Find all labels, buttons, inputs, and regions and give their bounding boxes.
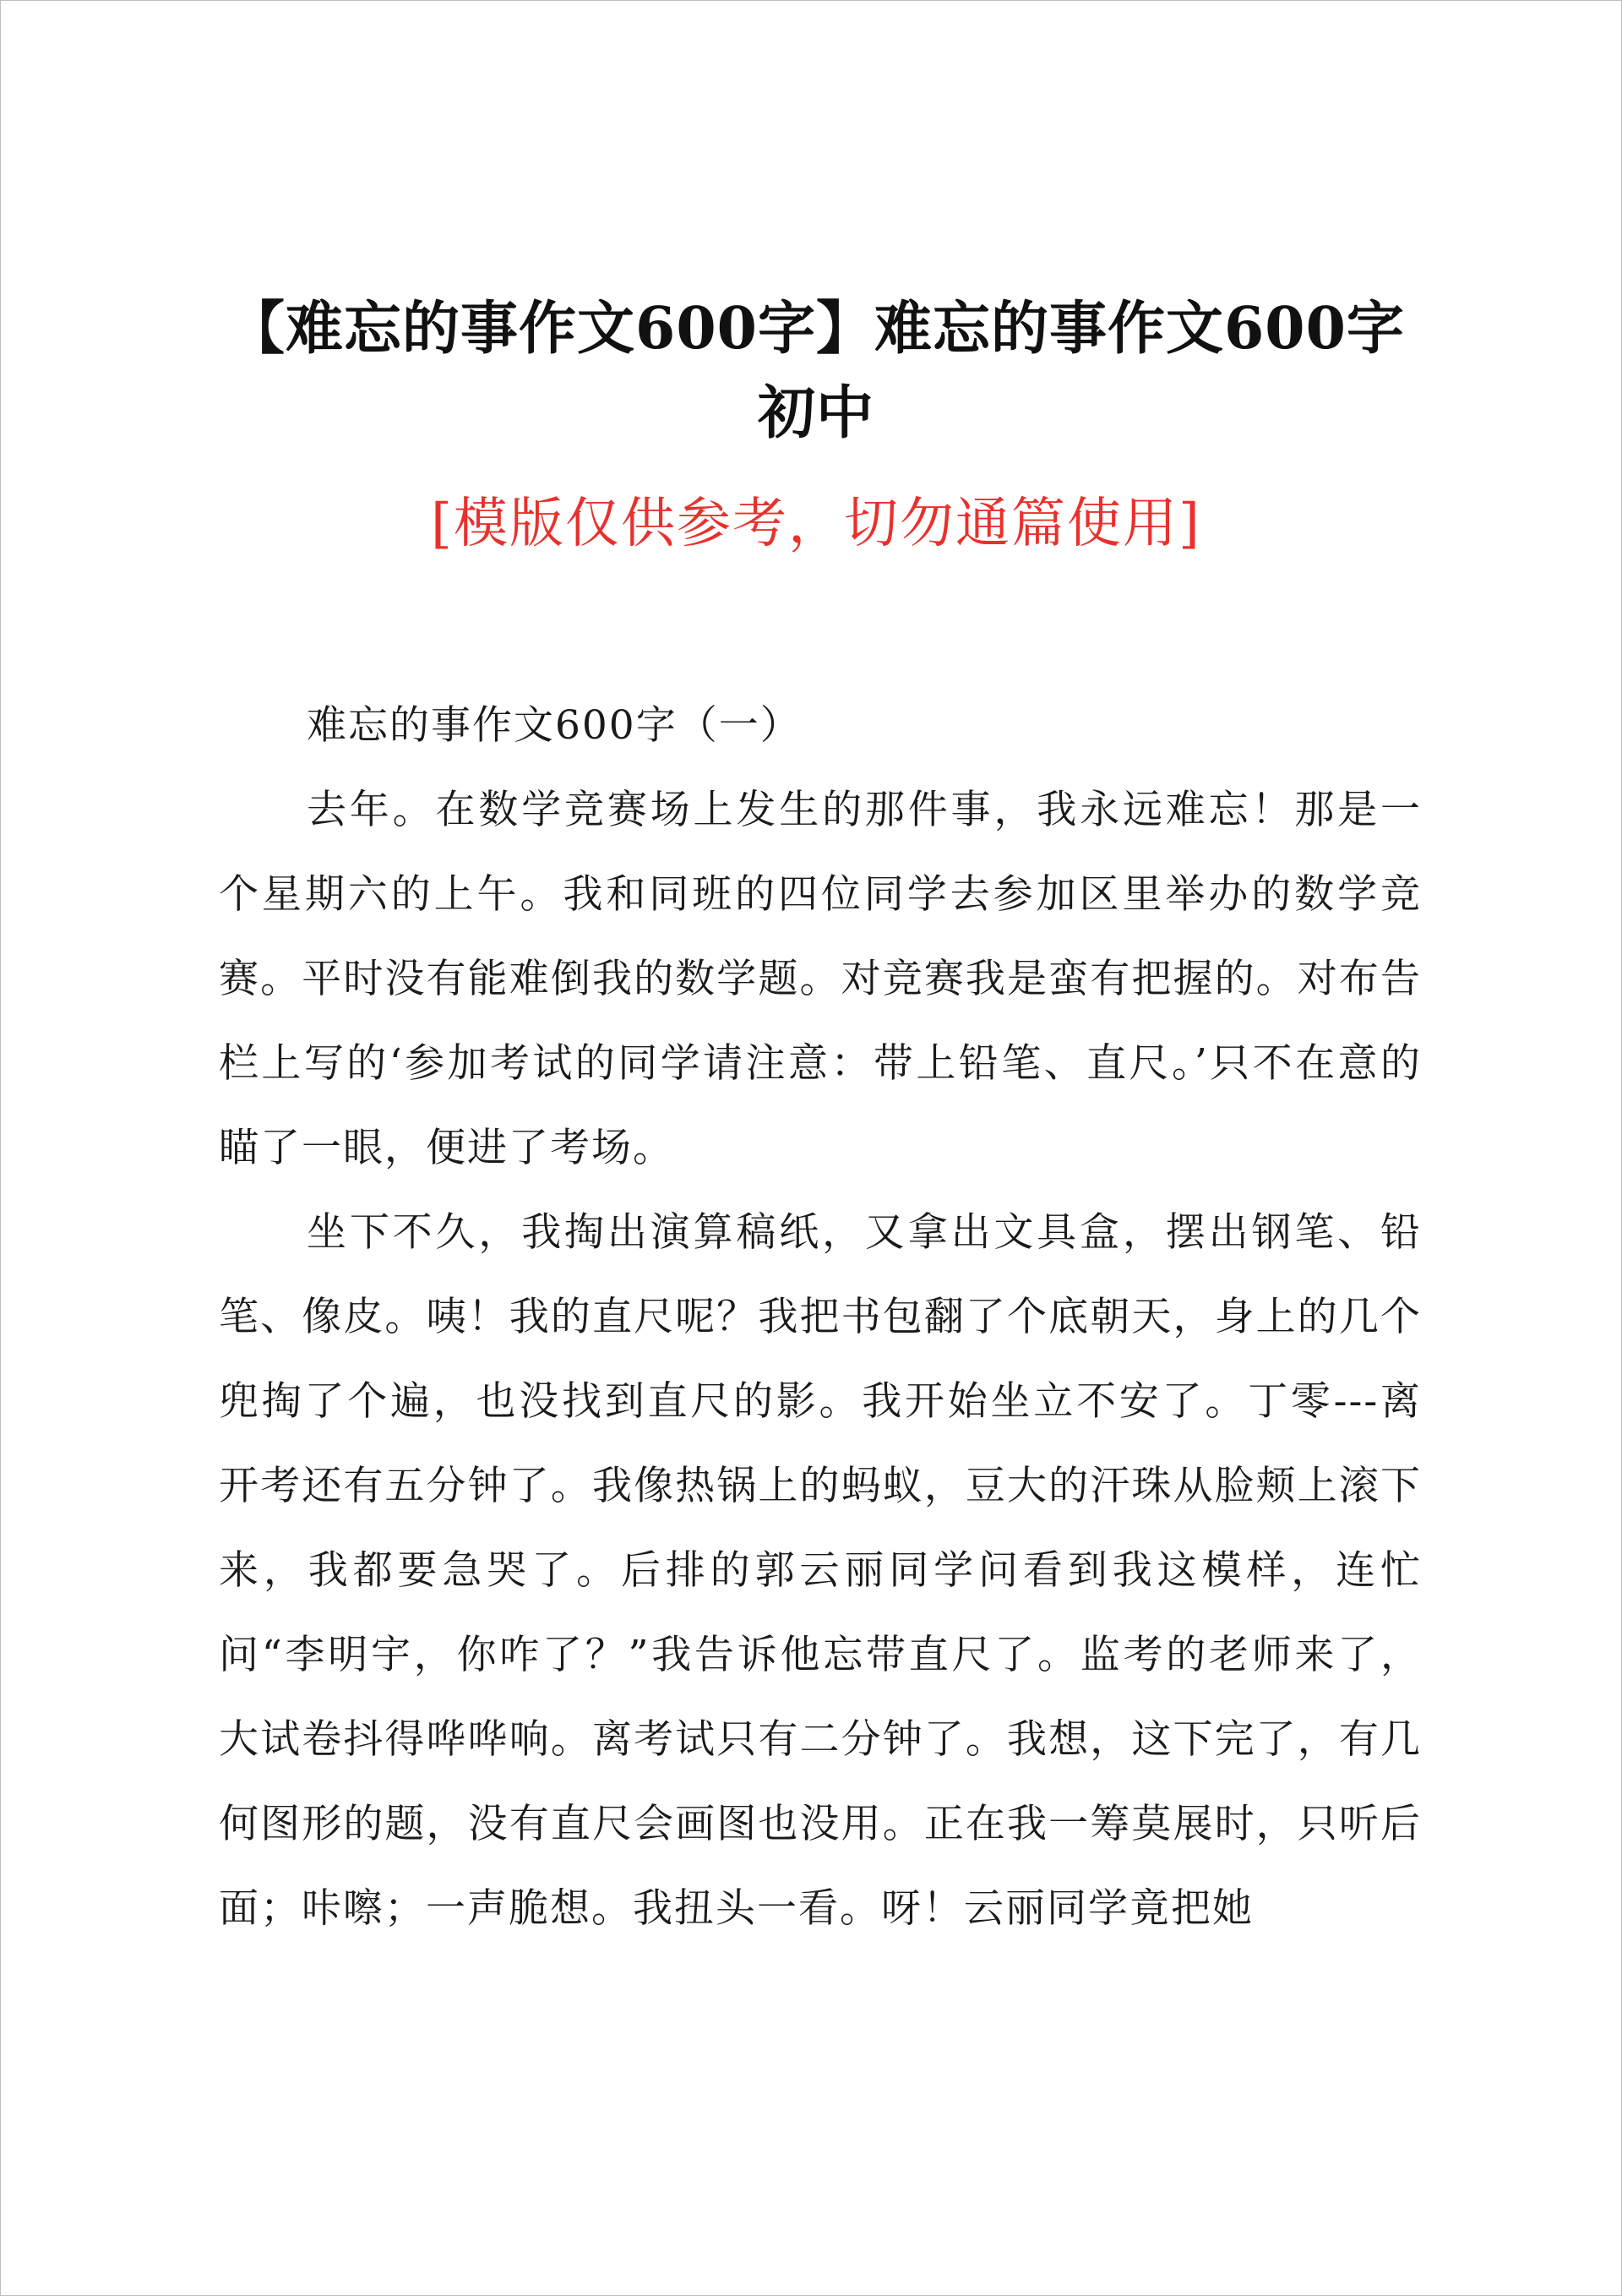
document-title: 【难忘的事作文600字】难忘的事作文600字初中: [227, 295, 1405, 447]
template-disclaimer: [模版仅供参考，切勿通篇使用]: [431, 493, 1201, 555]
paragraph-2: 坐下不久，我掏出演算稿纸，又拿出文具盒，摆出钢笔、铅笔、像皮。咦！我的直尺呢？我把书包翻了个底朝天，身上的几个兜掏了个遍，也没找到直尺的影。我开始坐立不安了。丁零---离开考还有五分钟了。我像热锅上的蚂蚁，豆大的汗珠从脸颊上滚下来，我都要急哭了。后排的郭云丽同学问看到我这模样，连忙问“李明宇，你咋了？”我告诉他忘带直尺了。监考的老师来了，大试卷抖得哗哗响。离考试只有二分钟了。我想，这下完了，有几何图形的题，没有直尺会画图也没用。正在我一筹莫展时，只听后面；咔嚓；一声脆想。我扭头一看。呀！云丽同学竟把她: [219, 1209, 1422, 1932]
paragraph-1: 去年。在数学竞赛场上发生的那件事，我永远难忘！那是一个星期六的上午。我和同班的四位同学去参加区里举办的数学竞赛。平时没有能难倒我的数学题。对竞赛我是蛮有把握的。对布告栏上写的‘参加考试的同学请注意：带上铅笔、直尺。’只不在意的瞄了一眼，便进了考场。: [219, 787, 1422, 1171]
document-body: [219, 684, 1422, 1951]
section-heading: 难忘的事作文600字（一）: [307, 702, 802, 749]
